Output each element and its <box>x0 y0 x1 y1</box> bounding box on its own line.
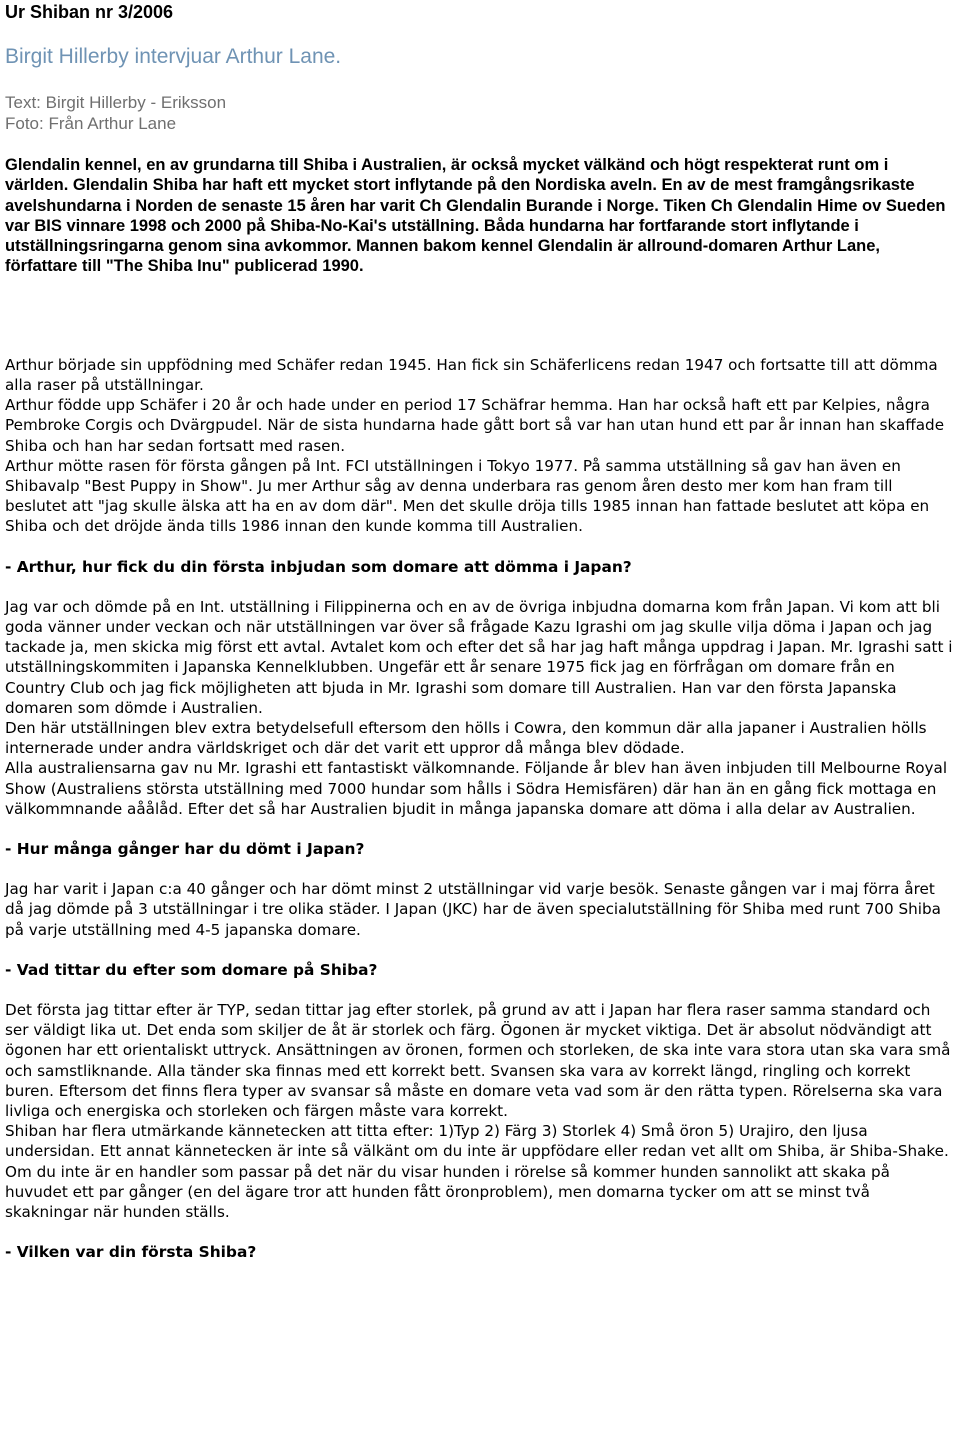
text-credit: Text: Birgit Hillerby - Eriksson <box>5 93 227 112</box>
background-paragraph: Arthur började sin uppfödning med Schäfer redan 1945. Han fick sin Schäferlicens redan 1947 och fortsatte till att dömma alla raser på utställningar. <box>5 355 938 394</box>
background-paragraph: Arthur födde upp Schäfer i 20 år och hade under en period 17 Schäfrar hemma. Han har också haft ett par Kelpies, några Pembroke Corgis och Dvärgpudel. När de sista hundarna hade gått bort så var han utan hund ett par år innan han skaffade Shiba och han har sedan fortsatt med rasen. <box>5 396 945 455</box>
spacer <box>5 819 953 839</box>
photo-credit: Foto: Från Arthur Lane <box>5 114 177 133</box>
article-page <box>5 0 953 1263</box>
spacer <box>5 1222 953 1242</box>
answer-paragraph: Alla australiensarna gav nu Mr. Igrashi ett fantastiskt välkomnande. Följande år blev han även inbjuden till Melbourne Royal Show (Australiens största utställning med 7000 hundar som hålls i Södra Hemisfären) där han än en gång fick mottaga en välkommnande aåålåd. Efter det så har Australien bjudit in många japanska domare att döma i alla delar av Australien. <box>5 759 948 818</box>
interview-answer <box>5 879 953 940</box>
source-line: Ur Shiban nr 3/2006 <box>5 2 174 22</box>
interview-question: - Arthur, hur fick du din första inbjudan som domare att dömma i Japan? <box>5 557 632 576</box>
background-section <box>5 355 953 537</box>
credits <box>5 92 953 134</box>
article-headline: Birgit Hillerby intervjuar Arthur Lane. <box>5 45 342 68</box>
answer-paragraph: Den här utställningen blev extra betydelsefull eftersom den hölls i Cowra, den kommun där alla japaner i Australien hölls internerade under andra världskriget och där det varit ett uppror då många blev dödade. <box>5 719 927 758</box>
answer-paragraph: Jag har varit i Japan c:a 40 gånger och har dömt minst 2 utställningar vid varje besök. Senaste gången var i maj förra året då jag dömde på 3 utställningar i tre olika städer. I Japan (JKC) har de även specialutställning för Shiba med runt 700 Shiba på varje utställning med 4-5 japanska domare. <box>5 880 941 939</box>
answer-paragraph: Shiban har flera utmärkande kännetecken att titta efter: 1)Typ 2) Färg 3) Storlek 4) Små öron 5) Urajiro, den ljusa undersidan. Ett annat kännetecken är inte så välkänt om du inte är uppfödare eller redan vet allt om Shiba, är Shiba-Shake. <box>5 1122 949 1161</box>
spacer <box>5 940 953 960</box>
interview-question: - Vad tittar du efter som domare på Shiba? <box>5 960 378 979</box>
spacer <box>5 537 953 557</box>
answer-paragraph: Om du inte är en handler som passar på det när du visar hunden i rörelse så kommer hunden sannolikt att skaka på huvudet ett par gånger (en del ägare tror att hunden fått öronproblem), men domarna tycker om att se minst två skakningar när hunden ställs. <box>5 1162 890 1222</box>
interview-question: - Hur många gånger har du dömt i Japan? <box>5 840 365 859</box>
spacer <box>5 577 953 597</box>
interview-answer <box>5 597 953 819</box>
interview-answer <box>5 1000 953 1222</box>
intro-paragraph: Glendalin kennel, en av grundarna till Shiba i Australien, är också mycket välkänd och högt respekterat runt om i världen. Glendalin Shiba har haft ett mycket stort inflytande på den Nordiska aveln. En av de mest framgångsrikaste avelshundarna i Norden de senaste 15 åren har varit Ch Glendalin Burande i Norge. Tiken Ch Glendalin Hime ov Sueden var BIS vinnare 1998 och 2000 på Shiba-No-Kai's utställning. Båda hundarna har fortfarande stort inflytande i utställningsringarna genom sina avkommor. Mannen bakom kennel Glendalin är allround-domaren Arthur Lane, författare till "The Shiba Inu" publicerad 1990. <box>5 156 946 276</box>
background-paragraph: Arthur mötte rasen för första gången på Int. FCI utställningen i Tokyo 1977. På samma utställning så gav han även en Shibavalp "Best Puppy in Show". Ju mer Arthur såg av denna underbara ras genom åren desto mer kom han fram till beslutet att "jag skulle älska att ha en av dom där". Men det skulle dröja tills 1985 innan han fattade beslutet att köpa en Shiba och det dröjde ända tills 1986 innan den kunde komma till Australien. <box>5 456 930 536</box>
answer-paragraph: Jag var och dömde på en Int. utställning i Filippinerna och en av de övriga inbjudna domarna kom från Japan. Vi kom att bli goda vänner under veckan och när utställningen var över så frågade Kazu Igrashi om jag skulle vilja döma i Japan och jag tackade ja, men skicka mig först ett avtal. Avtalet kom och efter det så har jag haft många uppdrag i Japan. Mr. Igrashi satt i utställningskommiten i Japanska Kennelklubben. Ungefär ett år senare 1975 fick jag en förfrågan om domare från en Country Club och jag fick möjligheten att bjuda in Mr. Igrashi som domare till Australien. Han var den första Japanska domaren som dömde i Australien. <box>5 597 953 717</box>
answer-paragraph: Det första jag tittar efter är TYP, sedan tittar jag efter storlek, på grund av att i Japan har flera raser samma standard och ser väldigt lika ut. Det enda som skiljer de åt är storlek och färg. Ögonen är mycket viktiga. Det är absolut nödvändigt att ögonen har ett orientaliskt uttryck. Ansättningen av öronen, formen och storleken, de ska inte vara stora utan ska vara små och samstliknande. Alla tänder ska finnas med ett korrekt bett. Svansen ska vara av korrekt längd, ringling och korrekt buren. Eftersom det finns flera typer av svansar så måste en domare veta vad som är den rätta typen. Rörelserna ska vara livliga och energiska och storleken och färgen måste vara korrekt. <box>5 1001 951 1121</box>
spacer <box>5 980 953 1000</box>
interview-question: - Vilken var din första Shiba? <box>5 1243 257 1262</box>
spacer <box>5 859 953 879</box>
